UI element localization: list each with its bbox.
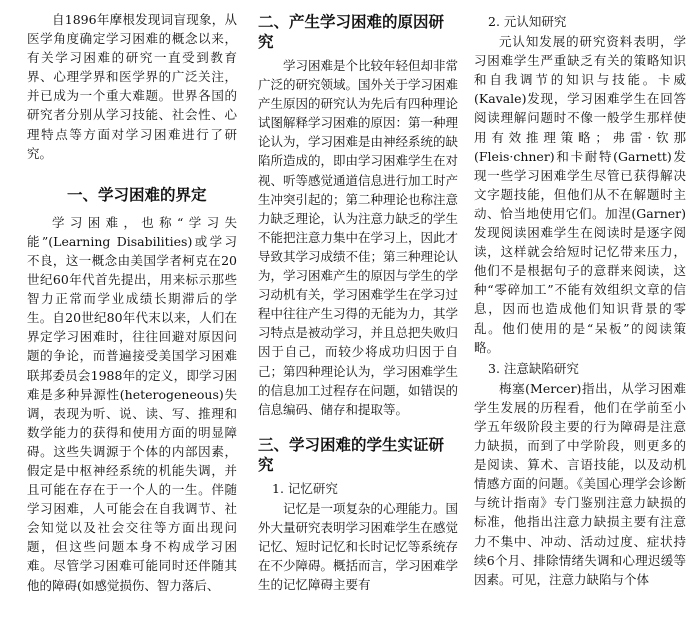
causes-paragraph: 学习困难是个比较年轻但却非常广泛的研究领域。国外关于学习困难产生原因的研究认为先后有四种理论试图解释学习困难的原因：第一种理论认为，学习困难是由神经系统的缺陷所造成的，即由学习困难学生在对视、听等感觉通道信息进行加工时产生冲突引起的；第二种理论也称注意力缺乏理论，认为注意力缺乏的学生不能把注意力集中在学习上，因此才导致其学习成绩不佳；第三种理论认为，学习困难产生的原因与学生的学习动机有关，学习困难学生在学习过程中往往产生习得的无能为力，其学习特点是被动学习，并且总把失败归因于自己，而较少将成功归因于自己；第四种理论认为，学习困难学生的信息加工过程存在问题，如错误的信息编码、储存和提取等。: [258, 58, 459, 417]
column-1: [27, 10, 237, 595]
intro-paragraph: 自1896年摩根发现词盲现象，从医学角度确定学习困难的概念以来，有关学习困难的研究一直受到教育界、心理学界和医学界的广泛关注，并已成为一个重大难题。世界各国的研究者分别从学习技能、社会性、心理特点等方面对学习困难进行了研究。: [27, 12, 237, 161]
memory-paragraph: 记忆是一项复杂的心理能力。国外大量研究表明学习困难学生在感觉记忆、短时记忆和长时记忆等系统存在不少障碍。概括而言，学习困难学生的记忆障碍主要有: [258, 500, 459, 593]
subheading-metacognition: 2. 元认知研究: [488, 14, 567, 29]
metacognition-paragraph: 元认知发展的研究资料表明，学习困难学生严重缺乏有关的策略知识和自我调节的知识与技能。卡威(Kavale)发现，学习困难学生在回答阅读理解问题时不像一般学生那样使用有效推理策略；弗雷·钦那(Fleis·chner)和卡耐特(Garnett)发现一些学习困难学生尽管已获得解决文字题技能，但他们从不在解题时主动、恰当地使用它们。加涅(Garner)发现阅读困难学生在阅读时是逐字阅读，这样就会给短时记忆带来压力，他们不是根据句子的意群来阅读，这种“零碎加工”不能有效组织文章的信息，因而也造成他们知识背景的零乱。他们使用的是“呆板”的阅读策略。: [474, 34, 686, 355]
column-2: [258, 10, 458, 594]
definition-paragraph: 学习困难，也称“学习失能”(Learning Disabilities)或学习不良，这一概念由美国学者柯克在20世纪60年代首先提出，用来标示那些智力正常而学业成绩长期滞后的学生。自20世纪80年代末以来，人们在界定学习困难时，往往回避对原因问题的争论，而普遍接受美国学习困难联邦委员会1988年的定义，即学习困难是多种异源性(heterogeneous)失调，表现为听、说、读、写、推理和数学能力的获得和使用方面的明显障碍。这些失调源于个体的内部因素，假定是中枢神经系统的机能失调，并且可能在存在于一个人的一生。伴随学习困难，人可能会在自我调节、社会知觉以及社会交往等方面出现问题，但这些问题本身不构成学习困难。尽管学习困难可能同时还伴随其他的障碍(如感觉损伤、智力落后、: [27, 214, 237, 593]
subheading-attention: 3. 注意缺陷研究: [488, 360, 579, 376]
attention-paragraph: 梅塞(Mercer)指出，从学习困难学生发展的历程看，他们在学前至小学五年级阶段主要的行为障碍是注意力缺损，而到了中学阶段，则更多的是阅读、算术、言语技能，以及动机情感方面的问题。《美国心理学会诊断与统计指南》专门鉴别注意力缺损的标准，他指出注意力缺损主要有注意力不集中、冲动、活动过度、症状持续6个月、排除情绪失调和心理迟缓等因素。可见，注意力缺陷与个体: [474, 380, 686, 587]
section-heading-definition: 一、学习困难的界定: [67, 184, 207, 204]
subheading-memory: 1. 记忆研究: [272, 480, 338, 496]
column-3: [474, 10, 686, 589]
section-heading-empirical: 三、学习困难的学生实证研究: [258, 434, 445, 474]
section-heading-causes: 二、产生学习困难的原因研究: [258, 12, 445, 51]
